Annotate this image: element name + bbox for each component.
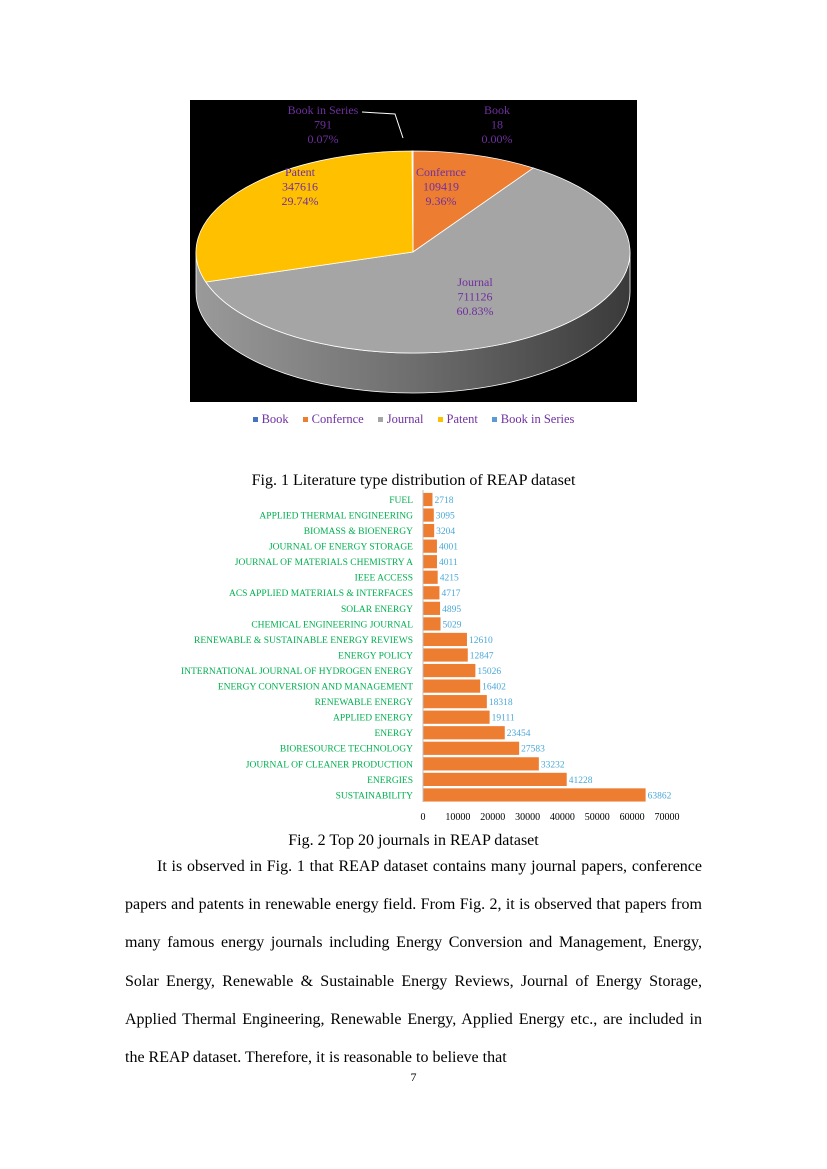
- bar-category-label: JOURNAL OF MATERIALS CHEMISTRY A: [234, 558, 413, 569]
- bar: [423, 571, 438, 584]
- bar-value-label: 41228: [568, 775, 593, 786]
- bar-category-label: CHEMICAL ENGINEERING JOURNAL: [251, 620, 413, 631]
- pie-label-book: Book 18 0.00%: [481, 103, 513, 146]
- bar-category-label: JOURNAL OF ENERGY STORAGE: [268, 542, 413, 553]
- bar: [423, 617, 441, 630]
- bar: [423, 648, 468, 661]
- bar: [423, 508, 434, 521]
- figure1-caption: Fig. 1 Literature type distribution of REAP dataset: [251, 472, 576, 489]
- x-tick-label: 40000: [549, 812, 575, 823]
- bar-value-label: 3095: [435, 511, 455, 522]
- x-tick-label: 10000: [445, 812, 471, 823]
- bar: [423, 540, 437, 553]
- legend-marker: [253, 417, 258, 422]
- x-tick-label: 70000: [654, 812, 680, 823]
- bar-category-label: FUEL: [389, 495, 413, 506]
- bar-value-label: 19111: [491, 713, 515, 724]
- figure1-pie-chart: [190, 100, 637, 402]
- bar: [423, 633, 467, 646]
- bar-category-label: SOLAR ENERGY: [340, 604, 413, 615]
- bar-value-label: 4001: [438, 542, 458, 553]
- bar: [423, 493, 432, 506]
- bar-value-label: 12610: [468, 635, 493, 646]
- bar: [423, 524, 434, 537]
- bar-value-label: 2718: [434, 495, 454, 506]
- bar-category-label: ENERGIES: [367, 775, 413, 786]
- legend-label: Patent: [446, 412, 478, 426]
- figure2-caption: Fig. 2 Top 20 journals in REAP dataset: [288, 832, 539, 849]
- bar-category-label: BIOMASS & BIOENERGY: [303, 527, 413, 537]
- bar: [423, 555, 437, 568]
- bar: [423, 695, 487, 708]
- bar-category-label: ACS APPLIED MATERIALS & INTERFACES: [228, 589, 413, 600]
- bar-value-label: 27583: [521, 744, 545, 755]
- legend-item-confernce: [303, 412, 364, 427]
- bar: [423, 757, 539, 770]
- bar-value-label: 3204: [436, 527, 456, 537]
- bar-value-label: 16402: [482, 682, 506, 693]
- bar: [423, 680, 480, 693]
- pie-label-journal: Journal 711126 60.83%: [456, 275, 494, 318]
- bar: [423, 726, 505, 739]
- bar-category-label: RENEWABLE ENERGY: [314, 698, 413, 709]
- bar-category-label: RENEWABLE & SUSTAINABLE ENERGY REVIEWS: [194, 635, 413, 646]
- bar-value-label: 4895: [442, 604, 462, 615]
- bar-value-label: 4011: [438, 558, 458, 569]
- x-tick-label: 0: [420, 812, 426, 823]
- body-paragraph-container: [125, 848, 702, 1077]
- bar: [423, 586, 439, 599]
- bar-category-label: BIORESOURCE TECHNOLOGY: [279, 744, 413, 755]
- bar: [423, 711, 490, 724]
- pie-label-confernce: Confernce 109419 9.36%: [416, 165, 466, 208]
- legend-marker: [303, 417, 308, 422]
- bar-value-label: 18318: [488, 698, 513, 709]
- bar-category-label: ENERGY: [374, 729, 413, 740]
- bar-value-label: 63862: [647, 791, 672, 802]
- legend-marker: [492, 417, 497, 422]
- legend-item-patent: [438, 412, 478, 427]
- legend-marker: [438, 417, 443, 422]
- legend-item-book-in-series: [492, 412, 575, 427]
- x-tick-label: 30000: [515, 812, 541, 823]
- bar-category-label: SUSTAINABILITY: [335, 791, 413, 802]
- figure1-chart-panel: [190, 100, 637, 402]
- bar-value-label: 5029: [442, 620, 462, 631]
- bar-category-label: ENERGY POLICY: [338, 651, 413, 662]
- x-tick-label: 20000: [480, 812, 506, 823]
- bar-value-label: 12847: [469, 651, 494, 662]
- legend-item-book: [253, 412, 289, 427]
- figure2-bar-chart: [150, 490, 710, 830]
- legend-label: Journal: [386, 412, 424, 426]
- pie-label-patent: Patent 347616 29.74%: [281, 165, 319, 208]
- bar-value-label: 33232: [540, 760, 565, 771]
- pie-label-book-in-series: Book in Series 791 0.07%: [287, 103, 359, 146]
- bar-value-label: 4717: [441, 589, 461, 600]
- legend-label: Confernce: [311, 412, 364, 426]
- bar: [423, 773, 567, 786]
- bar: [423, 602, 440, 615]
- bar: [423, 742, 519, 755]
- bar-value-label: 23454: [506, 729, 531, 740]
- bar-category-label: APPLIED THERMAL ENGINEERING: [259, 511, 413, 522]
- x-tick-label: 60000: [619, 812, 645, 823]
- figure1-legend: [190, 412, 637, 427]
- bar-category-label: ENERGY CONVERSION AND MANAGEMENT: [217, 682, 413, 693]
- legend-marker: [378, 417, 383, 422]
- bar: [423, 788, 646, 801]
- legend-label: Book: [261, 412, 289, 426]
- legend-label: Book in Series: [500, 412, 575, 426]
- bar-category-label: IEEE ACCESS: [354, 573, 413, 584]
- x-tick-label: 50000: [584, 812, 610, 823]
- bar-value-label: 15026: [477, 666, 502, 677]
- page-number: 7: [410, 1070, 417, 1084]
- bar-category-label: INTERNATIONAL JOURNAL OF HYDROGEN ENERGY: [180, 666, 413, 677]
- legend-item-journal: [378, 412, 424, 427]
- leader-line-book-in-series: [362, 112, 403, 138]
- bar-category-label: APPLIED ENERGY: [333, 713, 413, 724]
- bar-category-label: JOURNAL OF CLEANER PRODUCTION: [245, 760, 413, 771]
- body-paragraph: It is observed in Fig. 1 that REAP dataset contains many journal papers, conference papers and patents in renewable energy field. From Fig. 2, it is observed that papers from many famous energy journals including Energy Conversion and Management, Energy, Solar Energy, Renewable & Sustainable Energy Reviews, Journal of Energy Storage, Applied Thermal Engineering, Renewable Energy, Applied Energy etc., are included in the REAP dataset. Therefore, it is reasonable to believe that: [125, 858, 702, 1067]
- bar-value-label: 4215: [439, 573, 459, 584]
- bar: [423, 664, 475, 677]
